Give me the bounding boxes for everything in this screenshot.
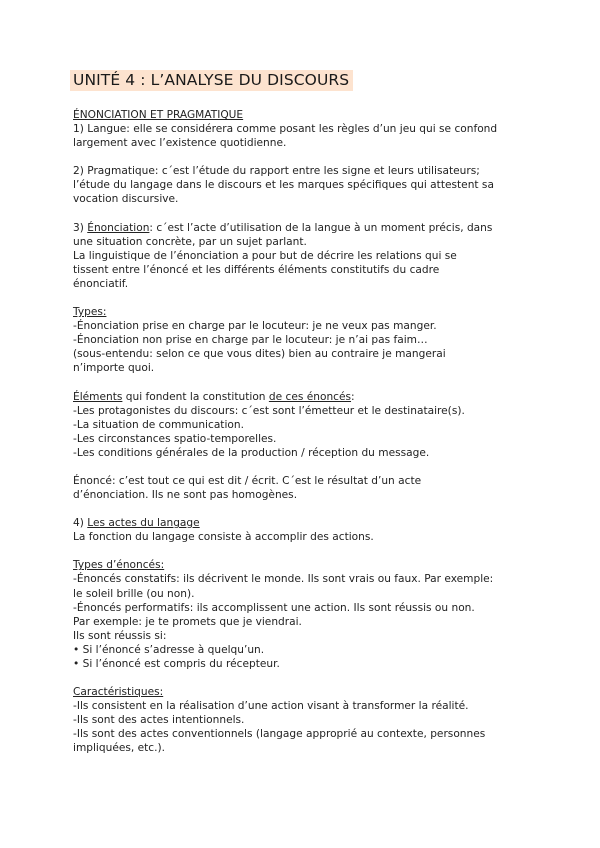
elements-heading: Éléments qui fondent la constitution de ces énoncés:: [73, 390, 355, 403]
paragraph-enonciation: 3) Énonciation: c´est l’acte d’utilisation de la langue à un moment précis, dans une situation concrète, par un sujet parlant. La linguistique de l’énonciation a pour but de décrire les relations qui se tissent entre l’énoncé et les différents éléments constitutifs du cadre énonciatif.: [73, 221, 493, 290]
caracteristiques-heading: Caractéristiques:: [73, 686, 164, 699]
caracteristiques-list: -Ils consistent en la réalisation d’une action visant à transformer la réalité. -Ils sont des actes intentionnels. -Ils sont des actes conventionnels (langage approprié au contexte, personnes impliquées, etc.).: [73, 700, 486, 755]
paragraph-pragmatique: 2) Pragmatique: c´est l’étude du rapport entre les signe et leurs utilisateurs; l’étude du langage dans le discours et les marques spécifiques qui attestent sa vocation discursive.: [73, 165, 494, 206]
paragraph-langue: 1) Langue: elle se considérera comme posant les règles d’un jeu qui se confond largement avec l’existence quotidienne.: [73, 123, 498, 150]
document-body: [73, 108, 553, 756]
paragraph-enonce: Énoncé: c’est tout ce qui est dit / écrit. C´est le résultat d’un acte d’énonciation. Ils ne sont pas homogènes.: [73, 474, 422, 502]
types-enonces-list: -Énoncés constatifs: ils décrivent le monde. Ils sont vrais ou faux. Par exemple: le soleil brille (ou non). -Énoncés performatifs: ils accomplissent une action. Ils sont réussis ou non. Par exemple: je te promets que je viendrai. Ils sont réussis si: • Si l’énoncé s’adresse à quelqu’un. • Si l’énoncé est compris du récepteur.: [73, 573, 494, 670]
actes-heading: 4) Les actes du langage: [73, 517, 200, 530]
page-title: UNITÉ 4 : L’ANALYSE DU DISCOURS: [70, 70, 353, 91]
elements-list: -Les protagonistes du discours: c´est sont l’émetteur et le destinataire(s). -La situation de communication. -Les circonstances spatio-temporelles. -Les conditions générales de la production / réception du message.: [73, 404, 465, 459]
types-heading: Types:: [73, 306, 107, 319]
types-list: -Énonciation prise en charge par le locuteur: je ne veux pas manger. -Énonciation non prise en charge par le locuteur: je n’ai pas faim… (sous-entendu: selon ce que vous dites) bien au contraire je mangerai n’importe quoi.: [73, 320, 446, 375]
section-heading-enonciation: ÉNONCIATION ET PRAGMATIQUE: [73, 109, 244, 121]
actes-body: La fonction du langage consiste à accomplir des actions.: [73, 531, 374, 544]
types-enonces-heading: Types d’énoncés:: [73, 559, 165, 572]
